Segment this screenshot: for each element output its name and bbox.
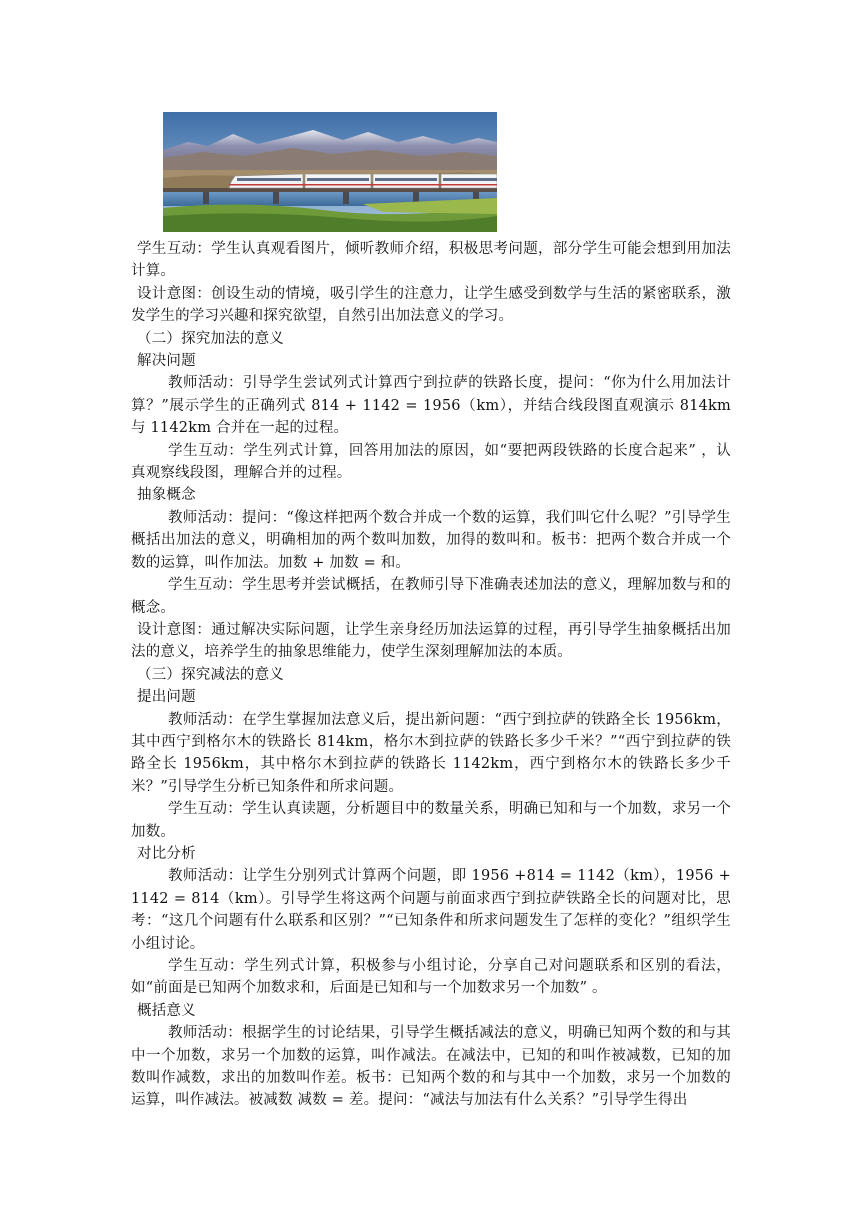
section-heading: （二）探究加法的意义 <box>137 330 284 347</box>
train-illustration-graphic <box>163 112 497 232</box>
paragraph: 设计意图：创设生动的情境，吸引学生的注意力，让学生感受到数学与生活的紧密联系，激发学生的学习兴趣和探究欲望，自然引出加法意义的学习。 <box>131 285 731 325</box>
subheading: 对比分析 <box>137 845 196 862</box>
paragraph: 学生互动：学生思考并尝试概括，在教师引导下准确表述加法的意义，理解加数与和的概念。 <box>131 577 731 616</box>
subheading: 提出问题 <box>137 689 196 706</box>
subheading: 抽象概念 <box>137 487 196 504</box>
body-text <box>131 238 731 1112</box>
section-heading: （三）探究减法的意义 <box>137 666 284 683</box>
paragraph: 教师活动：引导学生尝试列式计算西宁到拉萨的铁路长度，提问：“你为什么用加法计算？”展示学生的正确列式 814 + 1142 = 1956（km），并结合线段图直观演示 814km 与 1142km 合并在一起的过程。 <box>131 375 731 437</box>
subheading: 解决问题 <box>137 353 196 370</box>
paragraph: 学生互动：学生认真读题，分析题目中的数量关系，明确已知和与一个加数，求另一个加数。 <box>131 801 731 840</box>
subheading: 概括意义 <box>137 1002 196 1019</box>
paragraph: 教师活动：让学生分别列式计算两个问题，即 1956 +814 = 1142（km），1956 + 1142 = 814（km）。引导学生将这两个问题与前面求西宁到拉萨铁路全长的问题对比，思考：“这几个问题有什么联系和区别？”“已知条件和所求问题发生了怎样的变化？”组织学生小组讨论。 <box>131 868 731 952</box>
paragraph: 教师活动：根据学生的讨论结果，引导学生概括减法的意义，明确已知两个数的和与其中一个加数，求另一个加数的运算，叫作减法。在减法中，已知的和叫作被减数，已知的加数叫作减数，求出的加数叫作差。板书：已知两个数的和与其中一个加数，求另一个加数的运算，叫作减法。被减数 减数 = 差。提问：“减法与加法有什么关系？”引导学生得出 <box>131 1025 731 1109</box>
paragraph: 学生互动：学生列式计算，积极参与小组讨论，分享自己对问题联系和区别的看法，如“前面是已知两个加数求和，后面是已知和与一个加数求另一个加数” 。 <box>131 958 731 997</box>
paragraph: 设计意图：通过解决实际问题，让学生亲身经历加法运算的过程，再引导学生抽象概括出加法的意义，培养学生的抽象思维能力，使学生深刻理解加法的本质。 <box>131 621 731 661</box>
paragraph: 教师活动：在学生掌握加法意义后，提出新问题：“西宁到拉萨的铁路全长 1956km，其中西宁到格尔木的铁路长 814km，格尔木到拉萨的铁路长多少千米？”“西宁到拉萨的铁路全长 1956km，其中格尔木到拉萨的铁路长 1142km，西宁到格尔木的铁路长多少千米？”引导学生分析已知条件和所求问题。 <box>131 711 731 795</box>
paragraph: 学生互动：学生列式计算，回答用加法的原因，如“要把两段铁路的长度合起来” ，认真观察线段图，理解合并的过程。 <box>131 442 731 482</box>
paragraph: 教师活动：提问：“像这样把两个数合并成一个数的运算，我们叫它什么呢？”引导学生概括出加法的意义，明确相加的两个数叫加数，加得的数叫和。板书：把两个数合并成一个数的运算，叫作加法。加数 + 加数 = 和。 <box>131 509 731 571</box>
train-illustration <box>163 112 497 232</box>
train-graphic <box>229 174 497 188</box>
paragraph: 学生互动：学生认真观看图片，倾听教师介绍，积极思考问题，部分学生可能会想到用加法计算。 <box>131 241 731 280</box>
